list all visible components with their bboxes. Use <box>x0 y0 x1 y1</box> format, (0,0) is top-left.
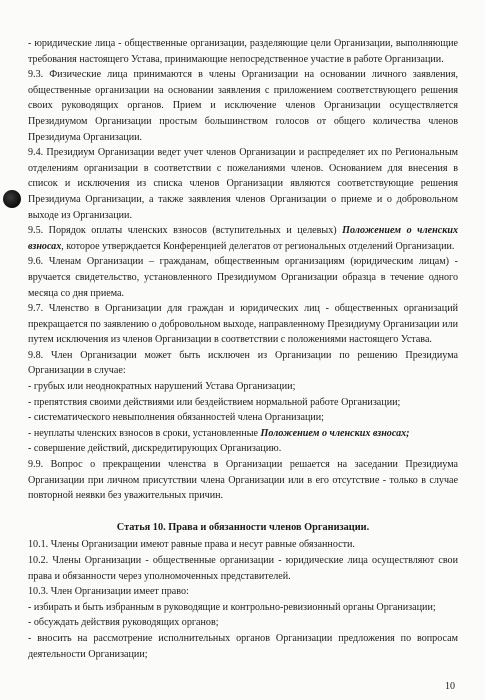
list-item-discrediting: - совершение действий, дискредитирующих Организацию. <box>28 443 282 455</box>
paragraph-10-2: 10.2. Члены Организации - общественные организации - юридические лица осуществляют свои права и обязанности через уполномоченных представителей. <box>28 555 458 582</box>
punch-hole-mark <box>3 190 21 208</box>
paragraph-9-6: 9.6. Членам Организации – гражданам, общественным организациям (юридическим лицам) - вручается свидетельство, установленного Президиумом Организации образца в течение одного месяца со дня приема. <box>28 256 458 299</box>
fees-regulation-ref: Положением о членских взносах <box>28 225 458 252</box>
paragraph-10-1: 10.1. Члены Организации имеют равные права и несут равные обязанности. <box>28 539 355 551</box>
list-item-elect: - избирать и быть избранным в руководящие и контрольно-ревизионный органы Организации; <box>28 601 436 613</box>
list-item-gross-violations: - грубых или неоднократных нарушений Устава Организации; <box>28 381 296 393</box>
paragraph-9-7: 9.7. Членство в Организации для граждан и юридических лиц - общественных организаций прекращается по заявлению о добровольном выходе, направленному Президиуму Организации или путем исключения из членов Организации в соответствии с положениями настоящего Устава. <box>28 303 458 346</box>
paragraph-9-4: 9.4. Президиум Организации ведет учет членов Организации и распределяет их по Региональным отделениям организации в соответствии с пожеланиями членов. Основанием для внесения в список и исключения из списка членов Организации являются соответствующие решения Президиума Организации, а также заявления членов Организации о приеме и о добровольном выходе из Организации. <box>28 147 458 221</box>
paragraph-9-5 <box>28 223 458 254</box>
page-number: 10 <box>445 681 455 692</box>
list-item-proposals: - вносить на рассмотрение исполнительных органов Организации предложения по вопросам деятельности Организации; <box>28 632 458 660</box>
fees-regulation-ref-2: Положением о членских взносах; <box>260 427 410 439</box>
list-item-fees <box>28 426 458 442</box>
list-item-discuss: - обсуждать действия руководящих органов; <box>28 617 219 629</box>
paragraph-9-5-start: 9.5. Порядок оплаты членских взносов (вступительных и целевых) <box>28 225 343 237</box>
list-item-fees-text: - неуплаты членских взносов в сроки, установленные <box>28 427 261 439</box>
paragraph-9-9: 9.9. Вопрос о прекращении членства в Организации решается на заседании Президиума Организации при личном присутствии члена Организации или в его отсутствие - только в случае повторной неявки без уважительных причин. <box>28 459 458 502</box>
paragraph-9-3: 9.3. Физические лица принимаются в члены Организации на основании личного заявления, общественные организации на основании заявления с приложением соответствующего решения своих руководящих органов. Прием и исключение членов Организации осуществляется Президиумом Организации простым большинством голосов от общего количества членов Президиума Организации. <box>28 69 458 143</box>
list-item-obstruction: - препятствия своими действиями или бездействием нормальной работе Организации; <box>28 396 401 408</box>
document-page <box>28 36 458 662</box>
paragraph-legal-entities: - юридические лица - общественные организации, разделяющие цели Организации, выполняющие требования настоящего Устава, принимающие непосредственное участие в работе Организации. <box>28 38 458 65</box>
paragraph-9-5-end: , которое утверждается Конференцией делегатов от региональных отделений Организации. <box>61 240 455 252</box>
article-10-heading: Статья 10. Права и обязанности членов Организации. <box>116 521 370 533</box>
paragraph-9-8: 9.8. Член Организации может быть исключен из Организации по решению Президиума Организации в случае: <box>28 349 458 377</box>
list-item-nonfulfillment: - систематического невыполнения обязанностей члена Организации; <box>28 412 324 424</box>
paragraph-10-3: 10.3. Член Организации имеет право: <box>28 586 189 598</box>
